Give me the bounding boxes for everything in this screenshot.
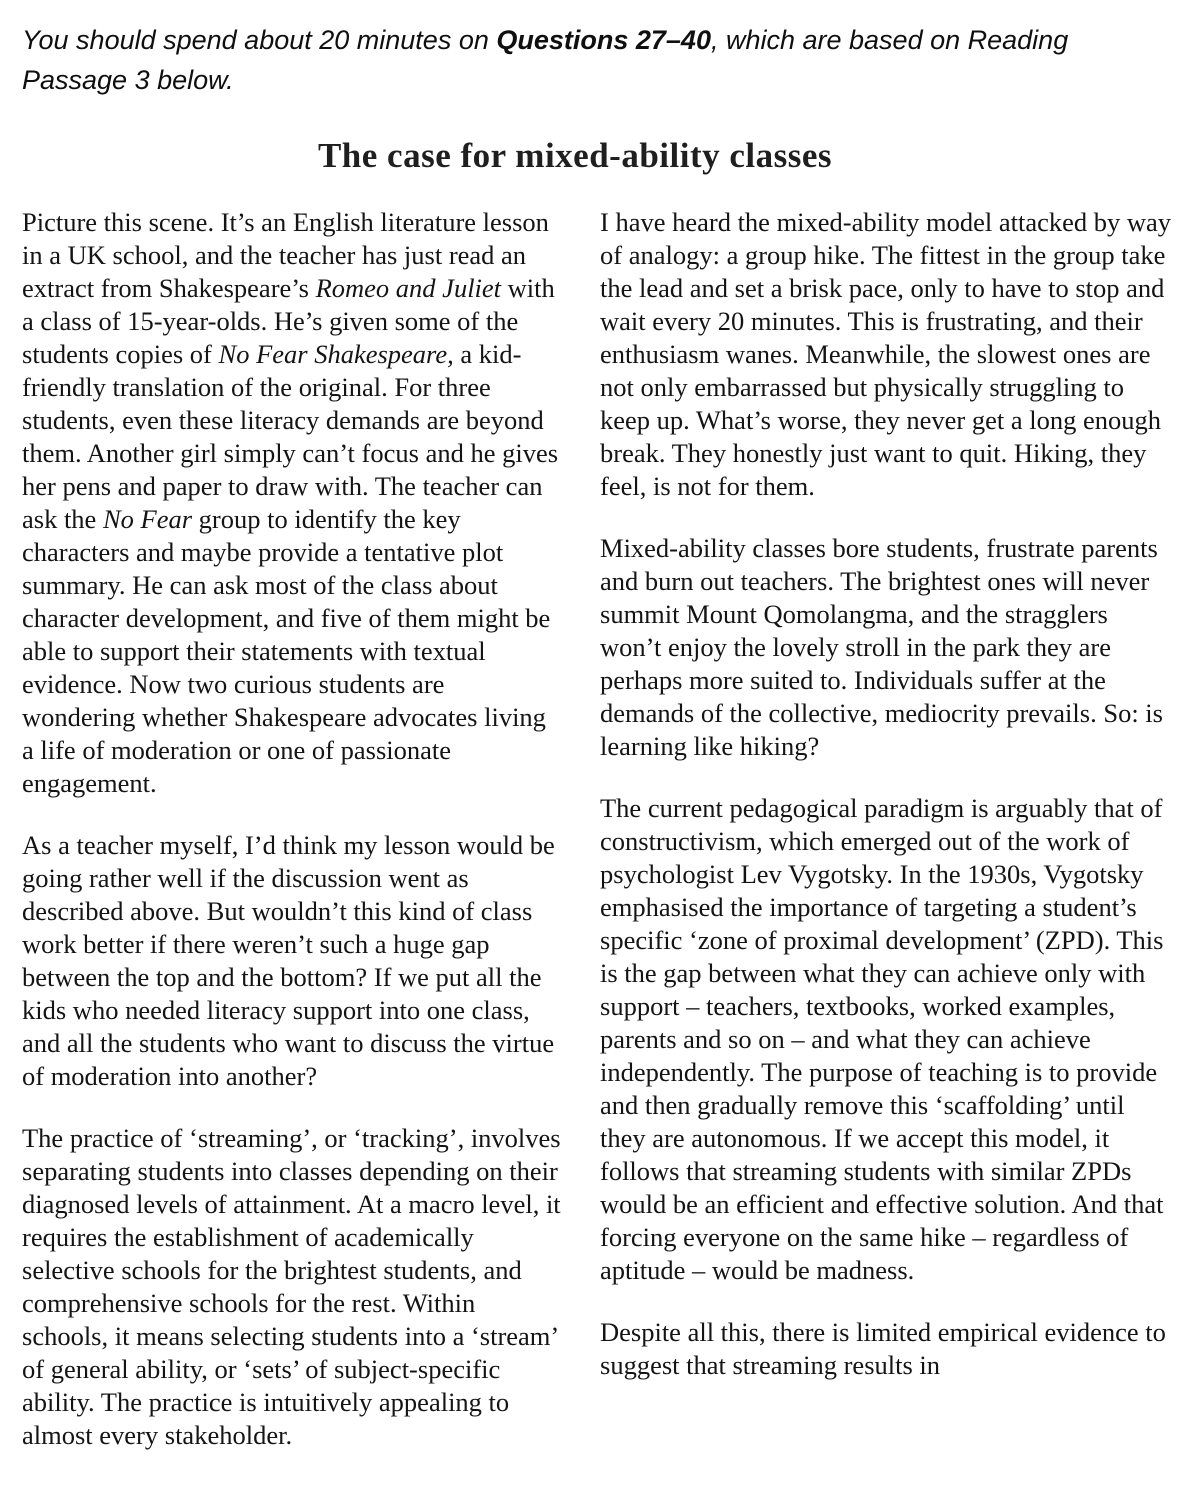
text-segment: Despite all this, there is limited empirical evidence to suggest that streaming results in xyxy=(600,1317,1166,1380)
text-segment: No Fear Shakespeare, xyxy=(218,339,454,369)
passage-paragraph xyxy=(600,1316,1172,1382)
text-segment: Picture this scene. It’s an English literature lesson in a UK school, and the teacher has just read an extract from Shakespeare’s xyxy=(22,207,549,303)
text-segment: As a teacher myself, I’d think my lesson would be going rather well if the discussion went as described above. But wouldn’t this kind of class work better if there weren’t such a huge gap between the top and the bottom? If we put all the kids who needed literacy support into one class, and all the students who want to discuss the virtue of moderation into another? xyxy=(22,830,555,1091)
right-column xyxy=(600,206,1172,1481)
passage-paragraph xyxy=(22,206,562,800)
passage-title: The case for mixed-ability classes xyxy=(317,136,833,175)
passage-columns xyxy=(22,206,1172,1481)
text-segment: Questions 27–40 xyxy=(496,25,711,55)
passage-paragraph xyxy=(600,206,1172,503)
passage-paragraph xyxy=(22,1122,562,1452)
text-segment: You should spend about 20 minutes on xyxy=(22,25,497,55)
passage-paragraph xyxy=(600,792,1172,1287)
left-column xyxy=(22,206,562,1481)
text-segment: group to identify the key characters and maybe provide a tentative plot summary. He can ask most of the class about character development, and five of them might be able to support their statements with textual evidence. Now two curious students are wondering whether Shakespeare advocates living a life of moderation or one of passionate engagement. xyxy=(22,504,551,798)
text-segment: No Fear xyxy=(102,504,193,534)
text-segment: , which are based on Reading Passage 3 below. xyxy=(22,25,1069,95)
text-segment: Mixed-ability classes bore students, frustrate parents and burn out teachers. The brightest ones will never summit Mount Qomolangma, and the stragglers won’t enjoy the lovely stroll in the park they are perhaps more suited to. Individuals suffer at the demands of the collective, mediocrity prevails. So: is learning like hiking? xyxy=(600,533,1163,761)
text-segment: Romeo and Juliet xyxy=(315,273,502,303)
text-segment: The current pedagogical paradigm is arguably that of constructivism, which emerged out of the work of psychologist Lev Vygotsky. In the 1930s, Vygotsky emphasised the importance of targeting a student’s specific ‘zone of proximal development’ (ZPD). This is the gap between what they can achieve only with support – teachers, textbooks, worked examples, parents and so on – and what they can achieve independently. The purpose of teaching is to provide and then gradually remove this ‘scaffolding’ until they are autonomous. If we accept this model, it follows that streaming students with similar ZPDs would be an efficient and effective solution. And that forcing everyone on the same hike – regardless of aptitude – would be madness. xyxy=(600,793,1164,1285)
passage-paragraph xyxy=(22,829,562,1093)
timing-instruction xyxy=(22,20,1147,100)
text-segment: I have heard the mixed-ability model attacked by way of analogy: a group hike. The fittest in the group take the lead and set a brisk pace, only to have to stop and wait every 20 minutes. This is frustrating, and their enthusiasm wanes. Meanwhile, the slowest ones are not only embarrassed but physically struggling to keep up. What’s worse, they never get a long enough break. They honestly just want to quit. Hiking, they feel, is not for them. xyxy=(600,207,1172,501)
text-segment: The practice of ‘streaming’, or ‘tracking’, involves separating students into classes depending on their diagnosed levels of attainment. At a macro level, it requires the establishment of academically selective schools for the brightest students, and comprehensive schools for the rest. Within schools, it means selecting students into a ‘stream’ of general ability, or ‘sets’ of subject-specific ability. The practice is intuitively appealing to almost every stakeholder. xyxy=(22,1123,561,1450)
passage-paragraph xyxy=(600,532,1172,763)
text-segment: a kid-friendly translation of the original. For three students, even these literacy demands are beyond them. Another girl simply can’t focus and he gives her pens and paper to draw with. The teacher can ask the xyxy=(22,339,559,534)
text-segment: with a class of 15-year-olds. He’s given some of the students copies of xyxy=(22,273,555,369)
